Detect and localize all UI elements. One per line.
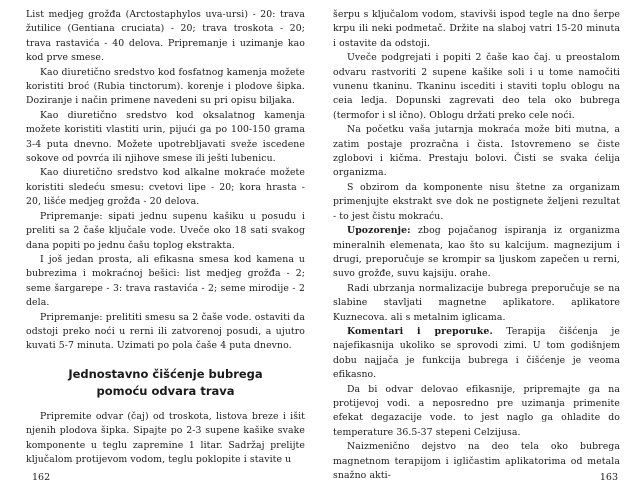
left-paragraph-7: Pripremanje: prelititi smesu sa 2 čaše vode. ostaviti da odstoji preko noći u rerni ili zatvorenoj posudi, a ujutro kuvati 5-7 minuta. Uzimati po pola čaše 4 puta dnevno. (26, 311, 305, 352)
left-paragraph-3: Kao diuretično sredstvo kod oksalatnog kamenja možete koristiti vlastiti urin, pijući ga po 100-150 grama 3-4 puta dnevno. Možete upotrebljavati sveže iscedene sokove od povrća ili njihove smese ili ješti lubenicu. (26, 109, 305, 165)
comments-label: Komentari i preporuke. (347, 325, 493, 337)
right-paragraph-3: Na početku vaša jutarnja mokraća može biti mutna, a zatim postaje prozračna i čista. Istovremeno se čiste zglobovi i kičma. Prestaju bolovi. Čisti se svaka ćelija organizma. (333, 124, 620, 179)
right-page (319, 0, 638, 497)
comments-text: Terapija čišćenja je najefikasnija ukoliko se sprovodi zimi. U tom godišnjem dobu najjača je funkcija bubrega i čišćenje je veoma efikasno. (333, 325, 620, 381)
page-number-left: 162 (32, 472, 51, 483)
page-number-right: 163 (599, 472, 618, 483)
left-paragraph-8: Pripremite odvar (čaj) od troskota, listova breze i išit njenih plodova šipka. Sipajte po 2-3 supene kašike svake komponente u teglu zapremine 1 litar. Sadržaj prelijte ključalom protijevom vodom, teglu poklopite i stavite u (26, 410, 305, 465)
left-paragraph-1: List medjeg grožđa (Arctostaphylos uva-ursi) - 20: trava žutilice (Gentiana cruciata) - 20; trava troskota - 20; trava rastavića - 40 delova. Pripremanje i uzimanje kao kod prve smese. (26, 9, 305, 64)
right-paragraph-2: Uveče podgrejati i popiti 2 čaše kao čaj. u preostalom odvaru rastvoriti 2 supene kašike soli i u tome namočiti vunenu tkaninu. Tkaninu iscediti i staviti toplu oblogu na ceia ledja. Dopunski zagrevati deo tela oko bubrega (termofor i sl ično). Oblogu držati preko cele noći. (333, 52, 620, 121)
right-paragraph-7: Naizmenično dejstvo na deo tela oko bubrega magnetnom terapijom i igličastim aplikatorima od metala snažno akti- (333, 441, 620, 481)
right-paragraph-6: Da bi odvar delovao efikasnije, pripremajte ga na protijevoj vodi. a neposredno pre uzimanja primenite efekat degazacije vode. to jest naglo ga ohladite do temperature 36.5-37 stepeni Celzijusa. (333, 383, 620, 438)
section-heading: Jednostavno čišćenje bubrega pomoću odvara trava (68, 366, 263, 398)
right-paragraph-4: S obzirom da komponente nisu štetne za organizam primenjujte ekstrakt sve dok ne postignete željeni rezultat - to jest čistu mokraću. (333, 181, 620, 222)
left-paragraph-5: Pripremanje: sipati jednu supenu kašiku u posudu i preliti sa 2 čaše ključale vode. Uveče oko 18 sati svakog dana popiti po jednu čašu toplog ekstrakta. (26, 210, 305, 251)
warning-paragraph (333, 224, 620, 282)
warning-text: zbog pojačanog ispiranja iz organizma mineralnih elemenata, kao što su kalcijum. magnezijum i drugi, preporučuje se krompir sa ljuskom zapečen u rerni, suvo grožđe, suvu kajsiju. orahe. (333, 225, 620, 280)
left-paragraph-4: Kao diuretično sredstvo kod alkalne mokraće možete koristiti sledeću smesu: cvetovi lipe - 20; kora hrasta - 20, lišće medjeg grožđa - 20 delova. (26, 167, 305, 208)
right-paragraph-5: Radi ubrzanja normalizacije bubrega preporučuje se na slabine stavljati magnetne aplikatore. aplikatore Kuznecova. ali s metalnim iglicama. (333, 282, 620, 323)
right-paragraph-1: šerpu s ključalom vodom, stavivši ispod tegle na dno šerpe krpu ili neki podmetač. Držite na slaboj vatri 15-20 minuta i ostavite da odstoji. (333, 9, 620, 49)
warning-label: Upozorenje: (347, 225, 411, 237)
left-paragraph-6: I još jedan prosta, ali efikasna smesa kod kamena u bubrezima i mokraćnoj bešici: list medjeg grožđa - 2; seme šargarepe - 3: trava rastavića - 2; seme mirodije - 2 dela. (26, 253, 305, 309)
left-paragraph-2: Kao diuretično sredstvo kod fosfatnog kamenja možete koristiti broć (Rubia tinctorum). korenje i plodove šipka. Doziranje i način primene navedeni su pri opisu biljaka. (26, 66, 305, 107)
comments-paragraph (333, 325, 620, 383)
